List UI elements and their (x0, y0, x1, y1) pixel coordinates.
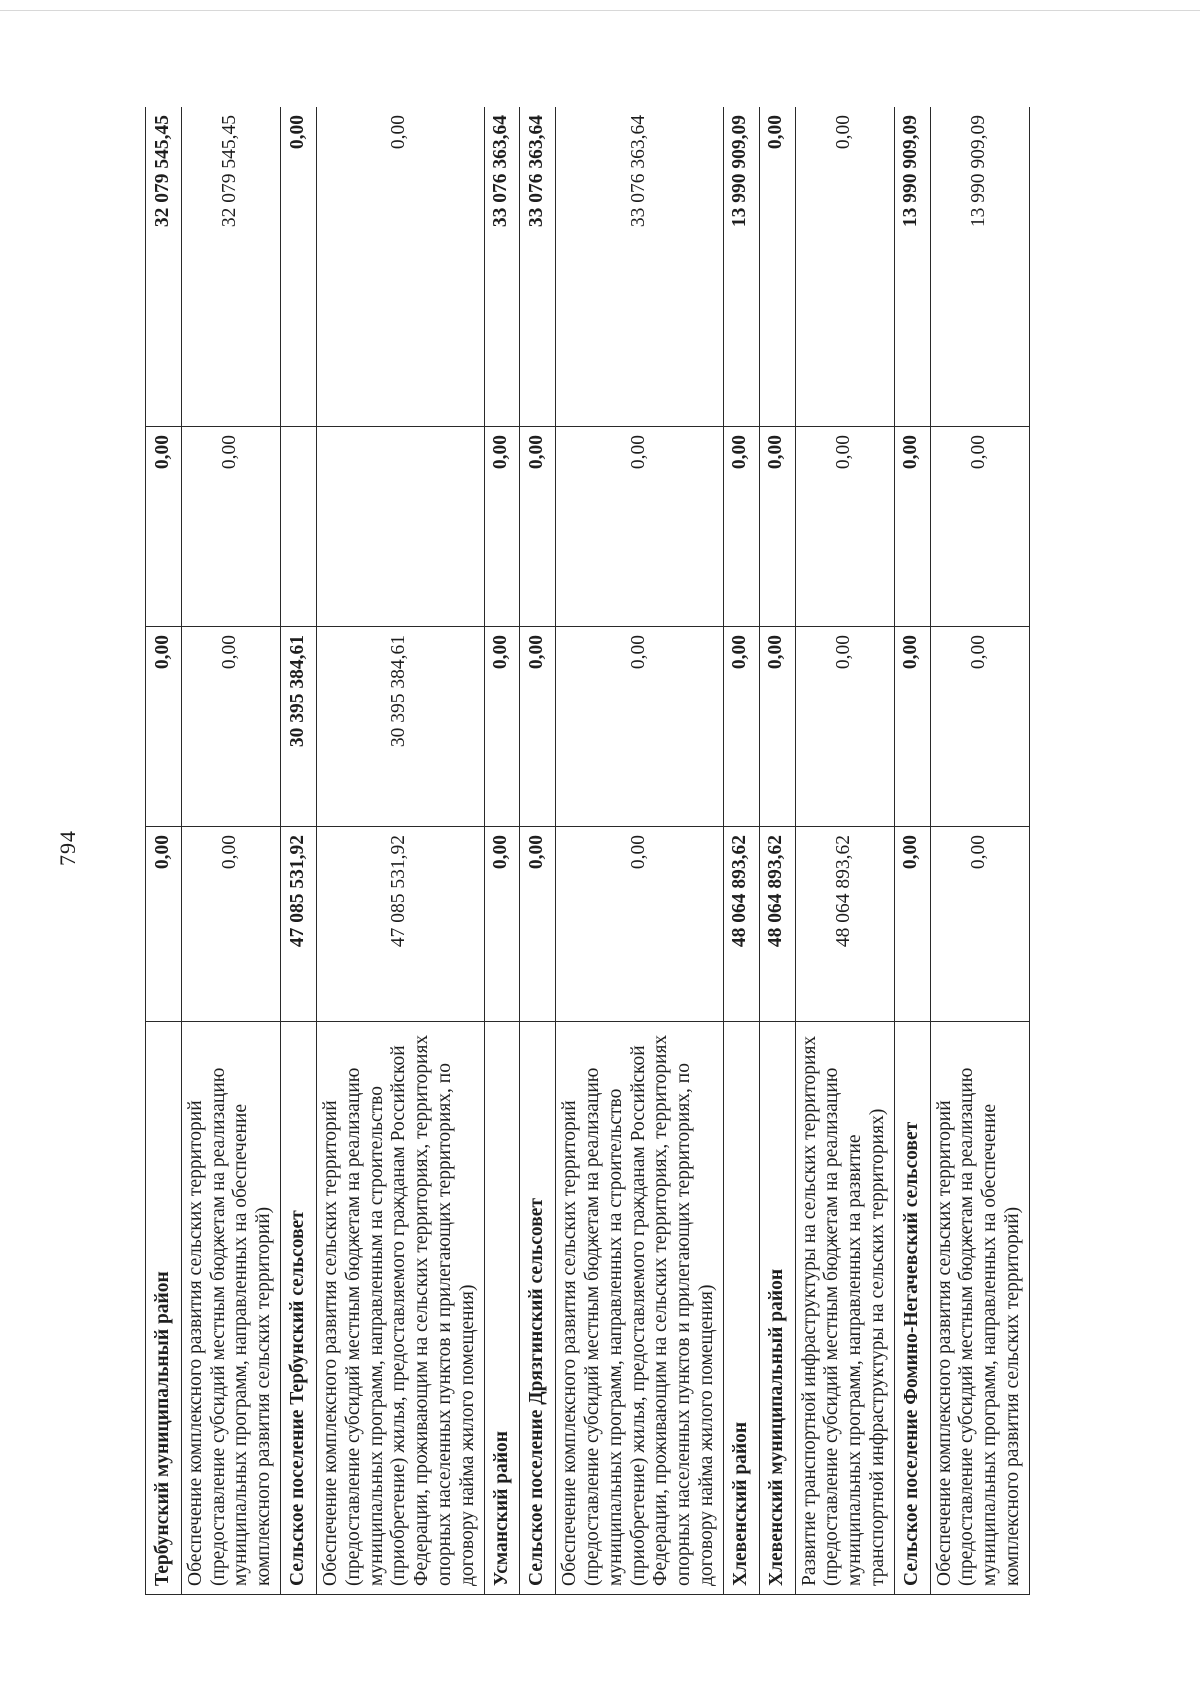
value-cell-4: 32 079 545,45 (181, 107, 280, 427)
table-row-group (723, 107, 759, 1595)
table-row (556, 107, 724, 1595)
value-cell-3: 0,00 (520, 427, 556, 627)
row-name-cell: Сельское поселение Тербунский сельсовет (281, 1022, 317, 1595)
value-cell-1: 47 085 531,92 (316, 827, 484, 1022)
value-cell-3: 0,00 (894, 427, 930, 627)
table-row (795, 107, 894, 1595)
value-cell-3: 0,00 (484, 427, 520, 627)
row-name-cell: Обеспечение комплексного развития сельских территорий (предоставление субсидий местным бюджетам на реализацию муниципальных программ, направленных на обеспечение комплексного развития сельских территорий) (181, 1022, 280, 1595)
value-cell-2: 30 395 384,61 (316, 627, 484, 827)
row-name-cell: Развитие транспортной инфраструктуры на сельских территориях (предоставление субсидий местным бюджетам на реализацию муниципальных программ, направленных на развитие транспортной инфраструктуры на сельских территориях) (795, 1022, 894, 1595)
value-cell-1: 47 085 531,92 (281, 827, 317, 1022)
value-cell-1: 0,00 (520, 827, 556, 1022)
table-row-group (484, 107, 520, 1595)
row-name-cell: Хлевенский муниципальный район (759, 1022, 795, 1595)
value-cell-3: 0,00 (181, 427, 280, 627)
value-cell-2: 0,00 (556, 627, 724, 827)
table-row-group (759, 107, 795, 1595)
subsidy-table (145, 107, 1030, 1595)
scan-edge-line (0, 10, 1200, 11)
value-cell-4: 32 079 545,45 (146, 107, 182, 427)
table-row (930, 107, 1029, 1595)
value-cell-4: 33 076 363,64 (556, 107, 724, 427)
value-cell-4: 13 990 909,09 (894, 107, 930, 427)
value-cell-4: 33 076 363,64 (520, 107, 556, 427)
row-name-cell: Сельское поселение Фомино-Негачевский сельсовет (894, 1022, 930, 1595)
rotated-table-content (145, 107, 1118, 1595)
row-name-cell: Обеспечение комплексного развития сельских территорий (предоставление субсидий местным бюджетам на реализацию муниципальных программ, направленным на строительство (приобретение) жилья, предоставляемого гражданам Российской Федерации, проживающим на сельских территориях, территориях опорных населенных пунктов и прилегающих территориях, по договору найма жилого помещения) (316, 1022, 484, 1595)
value-cell-3 (316, 427, 484, 627)
value-cell-2: 0,00 (894, 627, 930, 827)
value-cell-4: 0,00 (316, 107, 484, 427)
value-cell-2: 0,00 (795, 627, 894, 827)
table-row-group (146, 107, 182, 1595)
value-cell-1: 0,00 (484, 827, 520, 1022)
table-row-group (894, 107, 930, 1595)
page-number: 794 (55, 830, 80, 866)
table-row (316, 107, 484, 1595)
value-cell-1: 0,00 (556, 827, 724, 1022)
value-cell-4: 0,00 (281, 107, 317, 427)
value-cell-2: 0,00 (181, 627, 280, 827)
value-cell-2: 0,00 (759, 627, 795, 827)
value-cell-1: 48 064 893,62 (723, 827, 759, 1022)
row-name-cell: Тербунский муниципальный район (146, 1022, 182, 1595)
value-cell-3: 0,00 (556, 427, 724, 627)
row-name-cell: Обеспечение комплексного развития сельских территорий (предоставление субсидий местным бюджетам на реализацию муниципальных программ, направленных на строительство (приобретение) жилья, предоставляемого гражданам Российской Федерации, проживающим на сельских территориях, территориях опорных населенных пунктов и прилегающих территориях, по договору найма жилого помещения) (556, 1022, 724, 1595)
row-name-cell: Сельское поселение Дрязгинский сельсовет (520, 1022, 556, 1595)
value-cell-1: 0,00 (894, 827, 930, 1022)
row-name-cell: Хлевенский район (723, 1022, 759, 1595)
value-cell-2: 0,00 (723, 627, 759, 827)
value-cell-1: 48 064 893,62 (795, 827, 894, 1022)
value-cell-3: 0,00 (723, 427, 759, 627)
row-name-cell: Обеспечение комплексного развития сельских территорий (предоставление субсидий местным бюджетам на реализацию муниципальных программ, направленных на обеспечение комплексного развития сельских территорий) (930, 1022, 1029, 1595)
value-cell-2: 30 395 384,61 (281, 627, 317, 827)
row-name-cell: Усманский район (484, 1022, 520, 1595)
value-cell-3: 0,00 (795, 427, 894, 627)
table-row-group (281, 107, 317, 1595)
value-cell-4: 0,00 (795, 107, 894, 427)
table-row (181, 107, 280, 1595)
value-cell-3 (281, 427, 317, 627)
value-cell-1: 0,00 (930, 827, 1029, 1022)
value-cell-4: 13 990 909,09 (930, 107, 1029, 427)
value-cell-2: 0,00 (484, 627, 520, 827)
rotated-table-frame (145, 107, 1118, 1595)
value-cell-2: 0,00 (930, 627, 1029, 827)
value-cell-3: 0,00 (759, 427, 795, 627)
value-cell-1: 48 064 893,62 (759, 827, 795, 1022)
value-cell-4: 13 990 909,09 (723, 107, 759, 427)
table-body (146, 107, 1030, 1595)
value-cell-4: 0,00 (759, 107, 795, 427)
value-cell-3: 0,00 (930, 427, 1029, 627)
value-cell-1: 0,00 (146, 827, 182, 1022)
value-cell-3: 0,00 (146, 427, 182, 627)
value-cell-2: 0,00 (146, 627, 182, 827)
table-row-group (520, 107, 556, 1595)
value-cell-4: 33 076 363,64 (484, 107, 520, 427)
value-cell-1: 0,00 (181, 827, 280, 1022)
value-cell-2: 0,00 (520, 627, 556, 827)
